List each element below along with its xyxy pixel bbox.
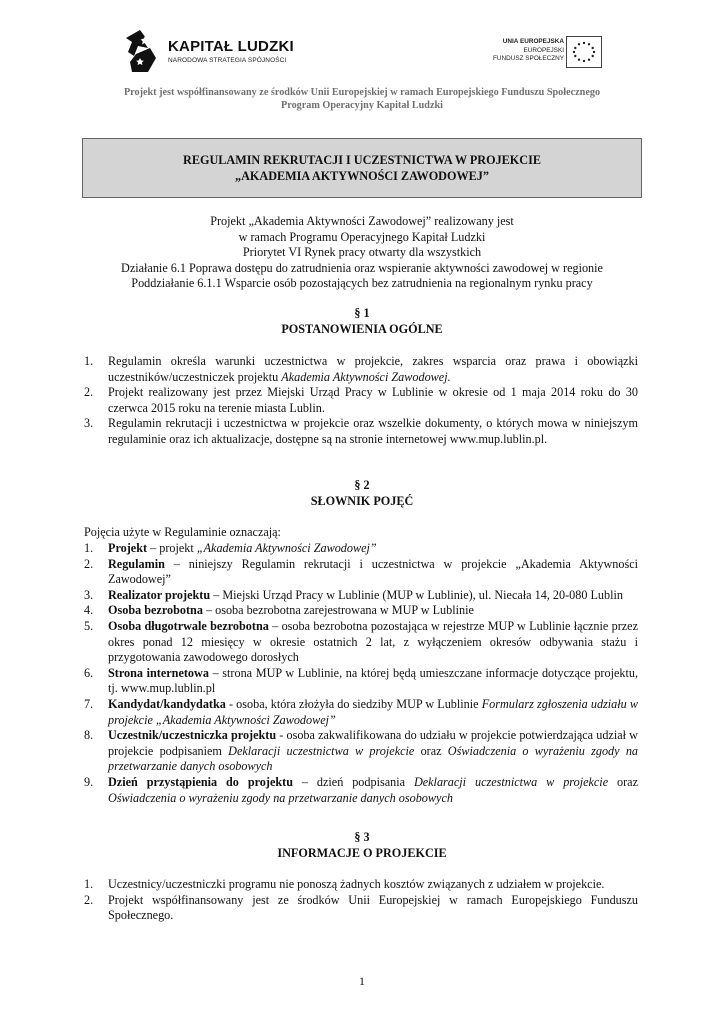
item-italic: „Akademia Aktywności Zawodowej”: [196, 541, 377, 555]
list-item: [84, 619, 638, 666]
list-item: [84, 697, 638, 728]
section1-list: [84, 354, 638, 448]
cofinancing-line2: Program Operacyjny Kapitał Ludzki: [281, 100, 443, 111]
item-number: 3.: [84, 416, 94, 431]
eu-line1: UNIA EUROPEJSKA: [502, 38, 564, 45]
list-item: [84, 666, 638, 697]
item-number: 5.: [84, 618, 94, 633]
list-item: [84, 385, 638, 416]
item-text: – osoba bezrobotna zarejestrowana w MUP w Lublinie: [202, 603, 474, 618]
intro-line: Priorytet VI Rynek pracy otwarty dla wszystkich: [242, 245, 482, 260]
eu-flag-icon: [566, 36, 602, 68]
list-item: [84, 893, 638, 924]
item-text: – osoba bezrobotna pozostająca w rejestrze MUP w Lublinie łącznie przez okres ponad 12 miesięcy w okresie ostatnich 2 lat, z wyłączeniem okresów odbywania stażu i przygotowania zawodowego dorosłych: [108, 618, 638, 665]
item-italic: Oświadczenia o wyrażeniu zgody na przetwarzanie danych osobowych: [108, 790, 453, 805]
item-number: 1.: [84, 541, 94, 555]
item-italic: Akademia Aktywności Zawodowej.: [281, 369, 451, 384]
eu-line2: EUROPEJSKI: [523, 46, 564, 54]
kapital-ludzki-emblem-icon: [126, 28, 160, 74]
item-number: 2.: [84, 892, 94, 907]
item-number: 9.: [84, 774, 94, 789]
item-italic: Oświadczenia o wyrażeniu zgody na przetwarzanie danych osobowych: [108, 743, 639, 774]
page-number: 1: [359, 974, 365, 988]
item-text: - osoba, która złożyła do siedziby MUP w Lublinie: [225, 696, 482, 711]
section2-lead: Pojęcia użyte w Regulaminie oznaczają:: [84, 525, 281, 539]
item-term: Osoba bezrobotna: [108, 603, 203, 618]
section3-heading: [0, 830, 724, 861]
item-number: 3.: [84, 587, 94, 602]
item-term: Regulamin: [108, 556, 165, 571]
item-text: – dzień podpisania: [292, 774, 414, 789]
section1-title: POSTANOWIENIA OGÓLNE: [281, 321, 443, 336]
item-text: Regulamin określa warunki uczestnictwa w projekcie, zakres wsparcia oraz prawa i obowiązki uczestników/uczestniczek projektu: [108, 354, 638, 384]
item-number: 1.: [84, 354, 94, 368]
intro-line: Poddziałanie 6.1.1 Wsparcie osób pozostających bez zatrudnienia na regionalnym rynku pracy: [131, 276, 593, 291]
item-number: 2.: [84, 556, 94, 571]
item-term: Realizator projektu: [108, 587, 211, 602]
list-item: [84, 557, 638, 588]
item-text: oraz: [414, 743, 448, 758]
cofinancing-line1: Projekt jest współfinansowany ze środków Unii Europejskiej w ramach Europejskiego Funduszu Społecznego: [123, 87, 601, 98]
section3-number: § 3: [354, 830, 370, 844]
eu-efs-logo: [468, 36, 602, 70]
list-item: [84, 541, 638, 557]
item-term: Projekt: [108, 541, 148, 555]
item-text: – strona MUP w Lublinie, na której będą umieszczane informacje dotyczące projektu, tj. www.mup.lublin.pl: [108, 665, 638, 696]
section1-number: § 1: [354, 306, 370, 320]
section2-number: § 2: [354, 478, 370, 492]
item-term: Dzień przystąpienia do projektu: [108, 774, 293, 789]
item-text: oraz: [608, 774, 638, 789]
item-number: 4.: [84, 603, 94, 618]
section2-list: [84, 541, 638, 806]
list-item: [84, 588, 638, 604]
item-text: - osoba zakwalifikowana do udziału w projekcie potwierdzająca udział w projekcie podpisaniem: [108, 728, 638, 758]
item-italic: Deklaracji uczestnictwa w projekcie: [413, 774, 609, 789]
kapital-ludzki-subtitle: NARODOWA STRATEGIA SPÓJNOŚCI: [168, 57, 287, 64]
item-number: 6.: [84, 665, 94, 680]
kapital-ludzki-logo: [126, 28, 316, 78]
item-term: Uczestnik/uczestniczka projektu: [108, 728, 277, 743]
list-item: [84, 728, 638, 775]
item-italic: Deklaracji uczestnictwa w projekcie: [228, 743, 415, 758]
item-text: Projekt realizowany jest przez Miejski Urząd Pracy w Lublinie w okresie od 1 maja 2014 roku do 30 czerwca 2015 roku na terenie miasta Lublin.: [108, 385, 638, 415]
item-text: Regulamin rekrutacji i uczestnictwa w projekcie oraz wszelkie dokumenty, o których mowa w niniejszym regulaminie oraz ich aktualizacje, dostępne są na stronie internetowej www.mup.lublin.pl.: [108, 416, 638, 446]
item-text: – niniejszy Regulamin rekrutacji i uczestnictwa w projekcie „Akademia Aktywności Zawodowej”: [108, 556, 638, 587]
intro-line: w ramach Programu Operacyjnego Kapitał Ludzki: [238, 229, 486, 244]
project-intro: [0, 214, 724, 292]
document-title-box: [82, 138, 642, 198]
item-number: 8.: [84, 728, 94, 743]
section2-title: SŁOWNIK POJĘĆ: [310, 493, 414, 508]
item-text: – Miejski Urząd Pracy w Lublinie (MUP w Lublinie), ul. Niecała 14, 20-080 Lublin: [210, 587, 623, 602]
section3-title: INFORMACJE O PROJEKCIE: [277, 845, 447, 860]
item-italic: Formularz zgłoszenia udziału w projekcie „Akademia Aktywności Zawodowej”: [108, 696, 638, 727]
item-number: 7.: [84, 696, 94, 711]
kapital-ludzki-title: KAPITAŁ LUDZKI: [168, 38, 294, 55]
item-term: Kandydat/kandydatka: [108, 696, 226, 711]
list-item: [84, 416, 638, 447]
section2-heading: [0, 478, 724, 509]
intro-line: Projekt „Akademia Aktywności Zawodowej” realizowany jest: [210, 214, 514, 228]
item-term: Osoba długotrwale bezrobotna: [108, 618, 269, 633]
list-item: [84, 354, 638, 385]
item-number: 2.: [84, 385, 94, 400]
list-item: [84, 877, 638, 893]
item-text: Projekt współfinansowany jest ze środków Unii Europejskiej w ramach Europejskiego Funduszu Społecznego.: [108, 892, 638, 923]
section1-heading: [0, 306, 724, 337]
document-title-line2: „AKADEMIA AKTYWNOŚCI ZAWODOWEJ”: [235, 169, 489, 183]
cofinancing-note: [0, 86, 724, 112]
item-text: Uczestnicy/uczestniczki programu nie ponoszą żadnych kosztów związanych z udziałem w projekcie.: [108, 877, 605, 891]
item-text: – projekt: [147, 541, 197, 555]
item-number: 1.: [84, 877, 94, 891]
section3-list: [84, 877, 638, 924]
intro-line: Działanie 6.1 Poprawa dostępu do zatrudnienia oraz wspieranie aktywności zawodowej w regionie: [121, 260, 603, 275]
eu-logo-text: [493, 38, 564, 64]
list-item: [84, 603, 638, 619]
list-item: [84, 775, 638, 806]
item-term: Strona internetowa: [108, 665, 209, 680]
document-title-line1: REGULAMIN REKRUTACJI I UCZESTNICTWA W PROJEKCIE: [183, 153, 541, 167]
eu-line3: FUNDUSZ SPOŁECZNY: [492, 55, 564, 62]
